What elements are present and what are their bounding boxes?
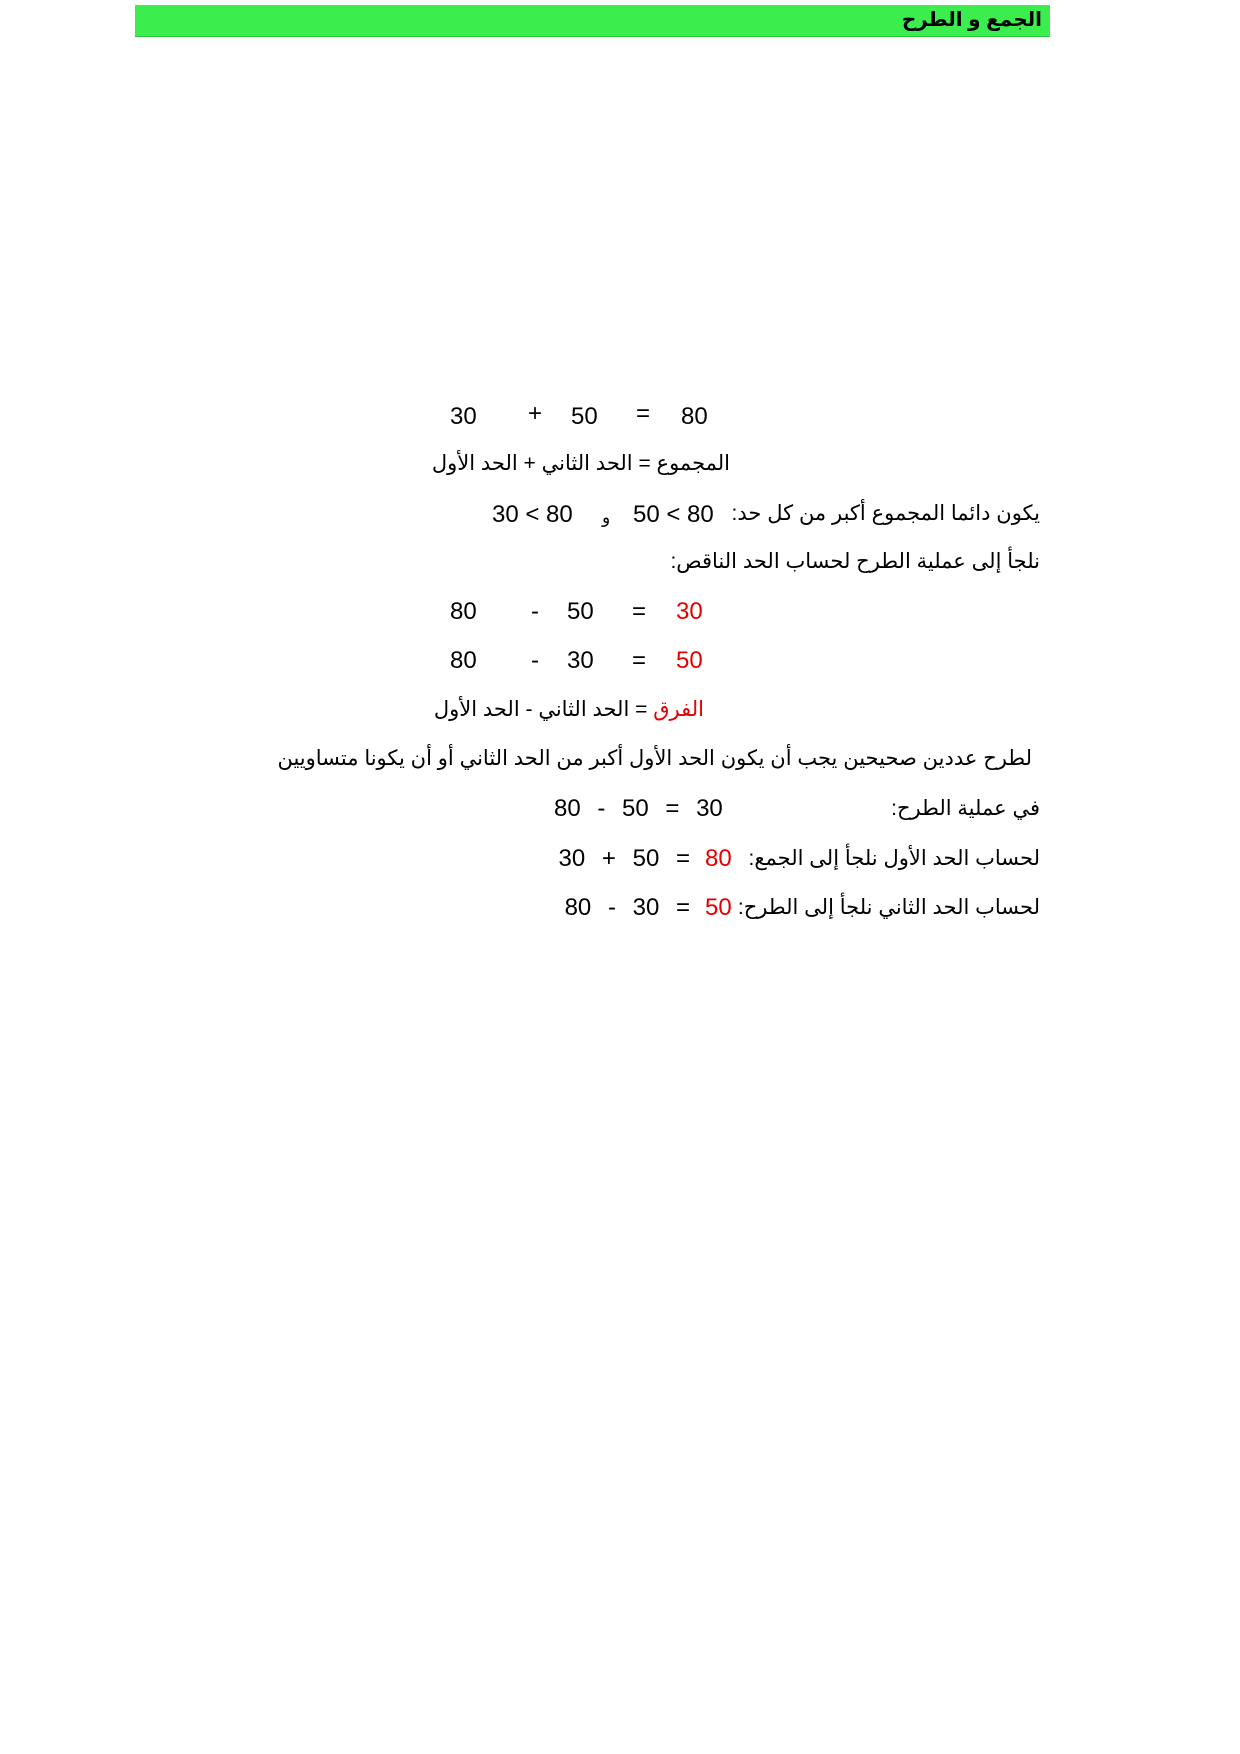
second-term-label: لحساب الحد الثاني نلجأ إلى الطرح: <box>737 896 1040 919</box>
page-title: الجمع و الطرح <box>901 9 1042 31</box>
sum-rule: المجموع = الحد الثاني + الحد الأول <box>431 452 730 475</box>
addition-result: 80 <box>681 403 708 430</box>
addition-term-a: 30 <box>450 403 477 430</box>
header-bar <box>135 5 1050 37</box>
subtraction2-term-b: 30 <box>567 647 594 674</box>
addition-term-b: 50 <box>571 403 598 430</box>
subtraction2-equals: = <box>632 647 647 674</box>
subtraction1-result: 30 <box>676 598 703 625</box>
subtraction2-operator: - <box>531 647 539 674</box>
always-greater-text: يكون دائما المجموع أكبر من كل حد: <box>731 502 1040 525</box>
subtraction1-term-a: 80 <box>450 598 477 625</box>
first-term-label: لحساب الحد الأول نلجأ إلى الجمع: <box>748 847 1040 870</box>
subtraction2-result: 50 <box>676 647 703 674</box>
addition-operator: + <box>528 400 543 427</box>
second-term-expression: = 30 - 80 <box>564 894 690 921</box>
difference-rule-rest: = الحد الثاني - الحد الأول <box>433 698 648 721</box>
and-word: و <box>602 508 611 527</box>
subtraction1-term-b: 50 <box>567 598 594 625</box>
addition-equals: = <box>636 400 651 427</box>
first-term-expression: = 50 + 30 <box>558 845 690 872</box>
difference-rule <box>434 696 704 724</box>
inequality-2: 30 < 80 <box>492 501 573 528</box>
missing-term-text: نلجأ إلى عملية الطرح لحساب الحد الناقص: <box>670 550 1040 573</box>
subtraction1-equals: = <box>632 598 647 625</box>
subtraction-condition: لطرح عددين صحيحين يجب أن يكون الحد الأول أكبر من الحد الثاني أو أن يكونا متساويين <box>277 747 1032 770</box>
first-term-result: 80 <box>705 845 732 872</box>
inequality-1: 50 < 80 <box>633 501 714 528</box>
second-term-result: 50 <box>705 894 732 921</box>
difference-word: الفرق <box>653 698 704 721</box>
subtraction1-operator: - <box>531 598 539 625</box>
in-subtraction-expression: 80 - 50 = 30 <box>554 795 723 822</box>
in-subtraction-label: في عملية الطرح: <box>891 797 1040 820</box>
subtraction2-term-a: 80 <box>450 647 477 674</box>
